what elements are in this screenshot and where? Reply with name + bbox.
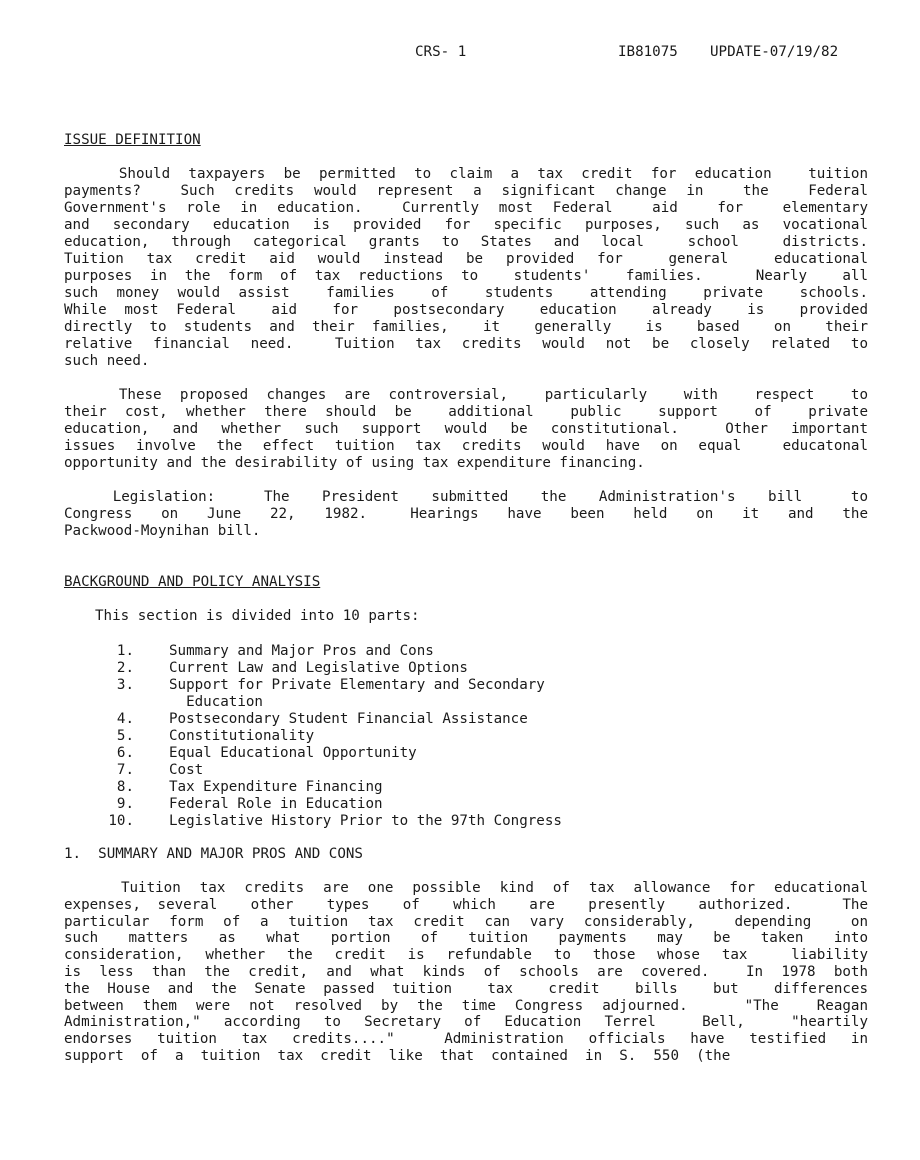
list-item: Federal Role in Education: [169, 796, 383, 812]
list-number: 5.: [116, 728, 134, 744]
text-line: and secondary education is provided for specific purposes, such as vocational: [64, 217, 868, 233]
list-number: 2.: [116, 660, 134, 676]
list-item: Equal Educational Opportunity: [169, 745, 417, 761]
section1-heading: 1. SUMMARY AND MAJOR PROS AND CONS: [64, 846, 363, 862]
text-line: issues involve the effect tuition tax credits would have on equal educatonal: [64, 438, 868, 454]
text-line: education, through categorical grants to States and local school districts.: [64, 234, 868, 250]
text-line: directly to students and their families, it generally is based on their: [64, 319, 868, 335]
text-line: between them were not resolved by the time Congress adjourned. "The Reagan: [64, 997, 868, 1014]
text-line: education, and whether such support would be constitutional. Other important: [64, 421, 868, 437]
text-line: such matters as what portion of tuition payments may be taken into: [64, 930, 868, 947]
list-number: 1.: [116, 643, 134, 659]
list-item: Support for Private Elementary and Secondary: [169, 677, 545, 693]
text-line: relative financial need. Tuition tax credits would not be closely related to: [64, 336, 868, 352]
list-number: 6.: [116, 745, 134, 761]
text-line: Tuition tax credits are one possible kind of tax allowance for educational: [64, 880, 868, 896]
text-line: opportunity and the desirability of using tax expenditure financing.: [64, 455, 645, 471]
text-line: Government's role in education. Currently most Federal aid for elementary: [64, 200, 868, 216]
list-number: 4.: [116, 711, 134, 727]
list-number: 3.: [116, 677, 134, 693]
text-line: Tuition tax credit aid would instead be provided for general educational: [64, 251, 868, 267]
text-line: purposes in the form of tax reductions to students' families. Nearly all: [64, 268, 868, 284]
text-line: the House and the Senate passed tuition tax credit bills but differences: [64, 980, 868, 997]
page-label: CRS- 1: [415, 44, 467, 60]
text-line: endorses tuition tax credits...." Administration officials have testified in: [64, 1031, 868, 1048]
list-number: 8.: [116, 779, 134, 795]
list-number: 9.: [116, 796, 134, 812]
text-line: support of a tuition tax credit like that contained in S. 550 (the: [64, 1048, 731, 1064]
text-line: Legislation: The President submitted the Administration's bill to: [64, 489, 868, 505]
list-item: Cost: [169, 762, 204, 778]
background-intro: This section is divided into 10 parts:: [95, 608, 420, 624]
text-line: particular form of a tuition tax credit can vary considerably, depending on: [64, 913, 868, 930]
text-line: consideration, whether the credit is refundable to those whose tax liability: [64, 947, 868, 964]
update-date: UPDATE-07/19/82: [710, 44, 839, 60]
text-line: their cost, whether there should be additional public support of private: [64, 404, 868, 420]
list-number: 10.: [108, 813, 134, 829]
list-item: Tax Expenditure Financing: [169, 779, 383, 795]
background-heading: BACKGROUND AND POLICY ANALYSIS: [64, 574, 321, 590]
list-item: Legislative History Prior to the 97th Congress: [169, 813, 562, 829]
issue-definition-heading: ISSUE DEFINITION: [64, 132, 201, 148]
text-line: Packwood-Moynihan bill.: [64, 523, 261, 539]
text-line: Congress on June 22, 1982. Hearings have been held on it and the: [64, 506, 868, 522]
list-item: Education: [169, 694, 263, 710]
text-line: such need.: [64, 353, 150, 369]
document-id: IB81075: [618, 44, 678, 60]
text-line: is less than the credit, and what kinds of schools are covered. In 1978 both: [64, 964, 868, 980]
list-item: Summary and Major Pros and Cons: [169, 643, 434, 659]
text-line: payments? Such credits would represent a significant change in the Federal: [64, 183, 868, 199]
text-line: Should taxpayers be permitted to claim a tax credit for education tuition: [64, 166, 868, 182]
text-line: These proposed changes are controversial, particularly with respect to: [64, 387, 868, 403]
list-item: Current Law and Legislative Options: [169, 660, 468, 676]
list-item: Constitutionality: [169, 728, 315, 744]
text-line: Administration," according to Secretary of Education Terrel Bell, "heartily: [64, 1014, 868, 1031]
text-line: While most Federal aid for postsecondary education already is provided: [64, 302, 868, 318]
text-line: such money would assist families of students attending private schools.: [64, 285, 868, 301]
text-line: expenses, several other types of which are presently authorized. The: [64, 896, 868, 913]
list-number: 7.: [116, 762, 134, 778]
list-item: Postsecondary Student Financial Assistance: [169, 711, 528, 727]
